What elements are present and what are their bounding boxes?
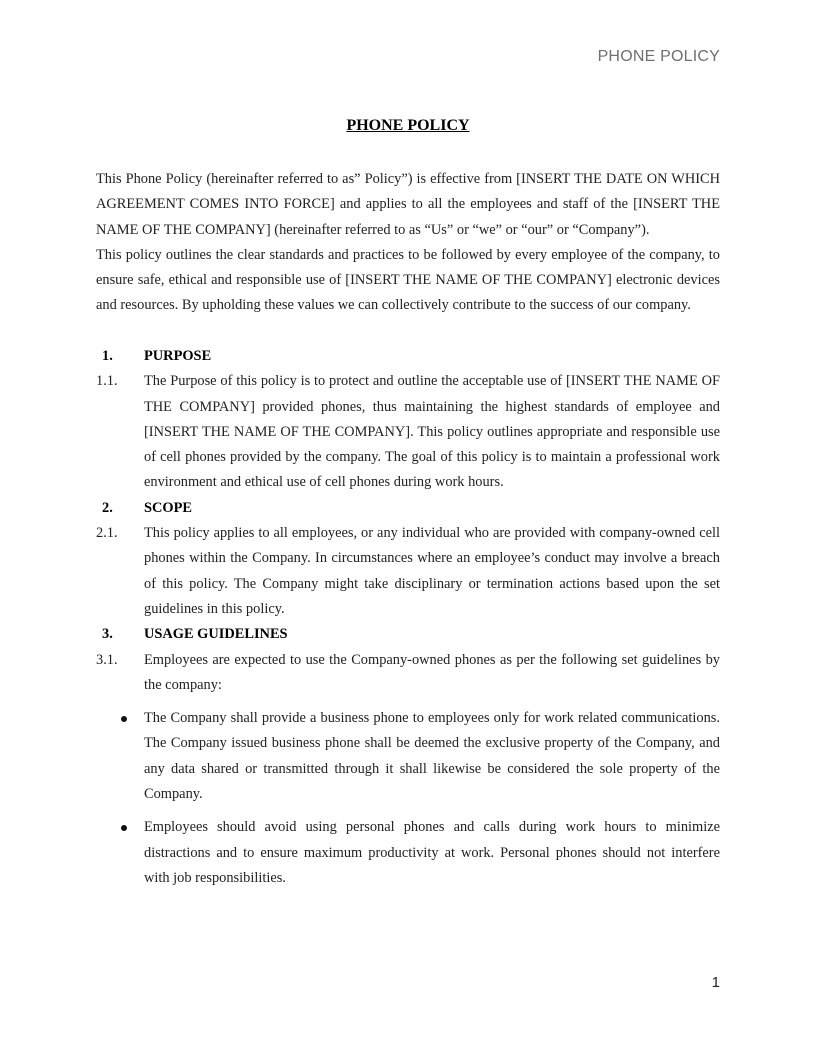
section-heading-purpose [96, 344, 720, 369]
clause-number: 1.1. [96, 373, 118, 390]
section-title: PURPOSE [144, 348, 212, 364]
clause-text: Employees are expected to use the Company-owned phones as per the following set guidelines by the company: [144, 651, 720, 693]
page-header: PHONE POLICY [597, 48, 720, 65]
clause-number: 2.1. [96, 525, 118, 542]
section-heading-usage-guidelines [96, 622, 720, 647]
list-item [96, 815, 720, 891]
page-number: 1 [711, 974, 720, 991]
section-number: 3. [102, 626, 113, 643]
intro-paragraph: This policy outlines the clear standards and practices to be followed by every employee of the company, to ensure safe, ethical and responsible use of [INSERT THE NAME OF THE COMPANY] electronic devices and resources. By upholding these values we can collectively contribute to the success of our company. [96, 246, 720, 314]
section-heading-scope [96, 496, 720, 521]
section-title: SCOPE [144, 499, 192, 516]
clause-number: 3.1. [96, 651, 118, 668]
usage-guidelines-list [96, 706, 720, 891]
section-number: 2. [102, 499, 113, 516]
bullet-icon [96, 706, 144, 731]
list-item-text: The Company shall provide a business phone to employees only for work related communications. The Company issued business phone shall be deemed the exclusive property of the Company, and any data shared or transmitted through it shall likewise be considered the sole property of the Company. [144, 710, 720, 803]
list-item-text: Employees should avoid using personal phones and calls during work hours to minimize distractions and to ensure maximum productivity at work. Personal phones should not interfere with job responsibilities. [144, 819, 720, 886]
clause-3-1 [96, 648, 720, 699]
policy-sections [96, 344, 720, 899]
list-item [96, 706, 720, 807]
clause-1-1 [96, 369, 720, 495]
section-title: USAGE GUIDELINES [144, 626, 288, 643]
intro-paragraph: This Phone Policy (hereinafter referred to as” Policy”) is effective from [INSERT THE DATE ON WHICH AGREEMENT COMES INTO FORCE] and applies to all the employees and staff of the [INSERT THE NAME OF THE COMPANY] (hereinafter referred to as “Us” or “we” or “our” or “Company”). [96, 171, 720, 238]
section-number: 1. [102, 348, 113, 364]
bullet-icon [96, 815, 144, 840]
clause-2-1 [96, 521, 720, 622]
document-title: PHONE POLICY [346, 117, 470, 134]
intro-block [96, 167, 720, 319]
clause-text: This policy applies to all employees, or any individual who are provided with company-owned cell phones within the Company. In circumstances where an employee’s conduct may involve a breach of this policy. The Company might take disciplinary or termination actions based upon the set guidelines in this policy. [144, 525, 720, 617]
clause-text: The Purpose of this policy is to protect and outline the acceptable use of [INSERT THE NAME OF THE COMPANY] provided phones, thus maintaining the highest standards of employee and [INSERT THE NAME OF THE COMPANY]. This policy outlines appropriate and responsible use of cell phones provided by the company. The goal of this policy is to maintain a professional work environment and ethical use of cell phones during work hours. [144, 373, 720, 491]
